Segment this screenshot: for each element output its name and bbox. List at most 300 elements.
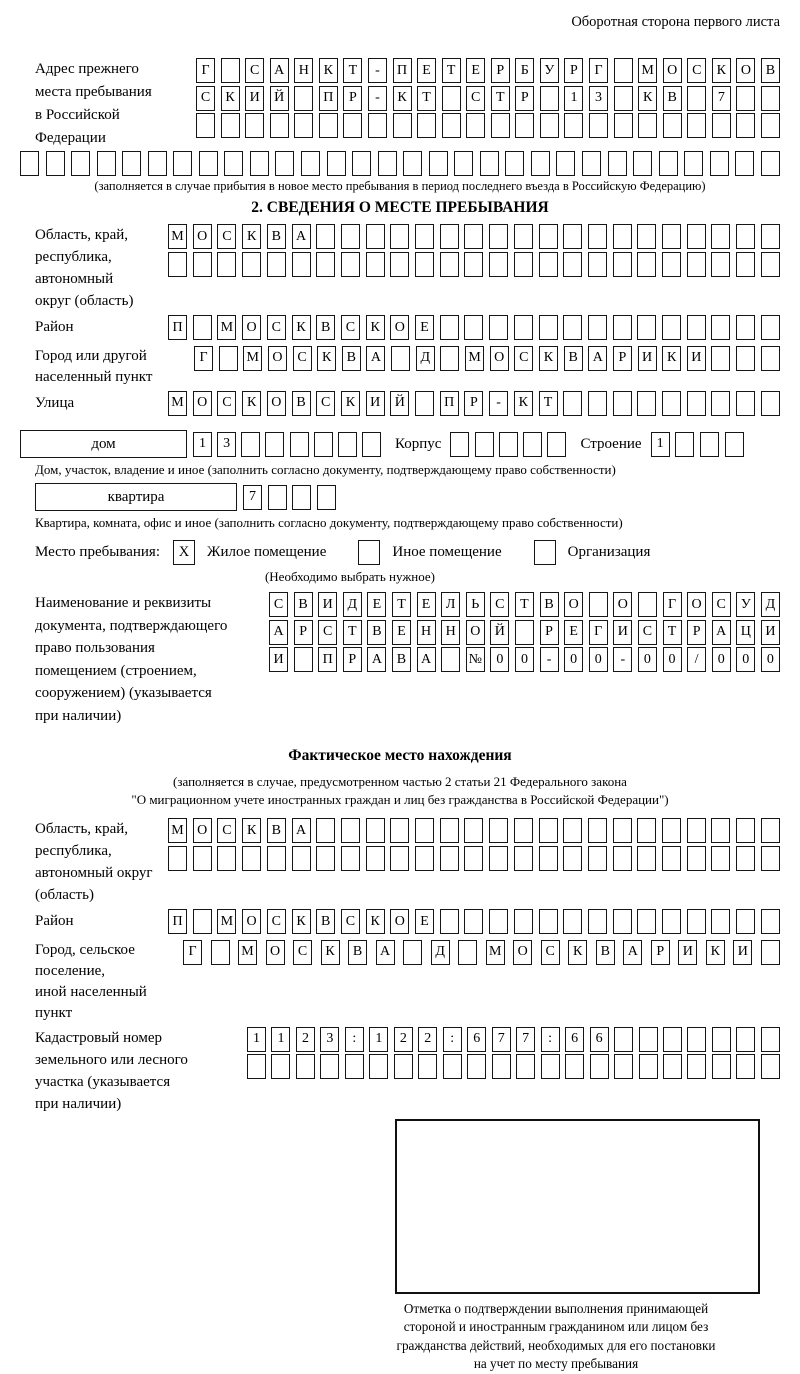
char-box[interactable]: - — [368, 86, 387, 111]
char-box[interactable]: А — [588, 346, 607, 371]
char-box[interactable]: К — [242, 818, 261, 843]
char-box[interactable] — [294, 113, 313, 138]
char-box[interactable]: Е — [564, 620, 583, 645]
char-box[interactable] — [614, 113, 633, 138]
char-box[interactable] — [514, 252, 533, 277]
char-box[interactable]: В — [316, 909, 335, 934]
char-box[interactable] — [663, 113, 682, 138]
char-box[interactable]: К — [514, 391, 533, 416]
char-box[interactable] — [294, 647, 313, 672]
char-box[interactable] — [711, 224, 730, 249]
char-box[interactable]: А — [367, 647, 386, 672]
char-box[interactable] — [514, 818, 533, 843]
char-box[interactable]: М — [217, 909, 236, 934]
char-box[interactable]: 1 — [271, 1027, 290, 1052]
char-box[interactable] — [563, 315, 582, 340]
char-box[interactable] — [341, 252, 360, 277]
char-box[interactable] — [662, 315, 681, 340]
char-box[interactable]: Д — [416, 346, 435, 371]
char-box[interactable] — [314, 432, 333, 457]
char-box[interactable] — [199, 151, 218, 176]
char-box[interactable] — [341, 846, 360, 871]
char-box[interactable] — [687, 1027, 706, 1052]
char-box[interactable]: Т — [392, 592, 411, 617]
char-box[interactable]: С — [316, 391, 335, 416]
char-box[interactable]: Д — [431, 940, 450, 965]
char-box[interactable]: 0 — [589, 647, 608, 672]
char-box[interactable] — [711, 818, 730, 843]
char-box[interactable] — [440, 252, 459, 277]
char-box[interactable]: Е — [417, 592, 436, 617]
char-box[interactable] — [663, 1027, 682, 1052]
char-box[interactable] — [217, 846, 236, 871]
char-box[interactable] — [687, 391, 706, 416]
char-box[interactable]: М — [486, 940, 505, 965]
char-box[interactable]: С — [217, 391, 236, 416]
char-box[interactable] — [638, 592, 657, 617]
char-box[interactable] — [440, 315, 459, 340]
char-box[interactable] — [761, 391, 780, 416]
char-box[interactable] — [301, 151, 320, 176]
char-box[interactable] — [687, 1054, 706, 1079]
char-box[interactable] — [589, 113, 608, 138]
char-box[interactable] — [196, 113, 215, 138]
char-box[interactable] — [540, 86, 559, 111]
char-box[interactable]: М — [238, 940, 257, 965]
char-box[interactable] — [450, 432, 469, 457]
char-box[interactable] — [464, 846, 483, 871]
char-box[interactable]: 1 — [651, 432, 670, 457]
char-box[interactable]: И — [269, 647, 288, 672]
char-box[interactable]: Р — [613, 346, 632, 371]
char-box[interactable]: С — [466, 86, 485, 111]
char-box[interactable] — [193, 846, 212, 871]
char-box[interactable]: О — [242, 909, 261, 934]
checkbox-inoe[interactable] — [358, 540, 380, 565]
char-box[interactable]: Ц — [736, 620, 755, 645]
char-box[interactable] — [613, 818, 632, 843]
char-box[interactable] — [735, 151, 754, 176]
char-box[interactable] — [193, 909, 212, 934]
char-box[interactable]: В — [348, 940, 367, 965]
char-box[interactable]: А — [376, 940, 395, 965]
char-box[interactable] — [345, 1054, 364, 1079]
char-box[interactable]: К — [242, 224, 261, 249]
char-box[interactable]: О — [613, 592, 632, 617]
char-box[interactable]: 0 — [761, 647, 780, 672]
char-box[interactable]: Р — [651, 940, 670, 965]
char-box[interactable] — [317, 485, 336, 510]
char-box[interactable] — [563, 909, 582, 934]
char-box[interactable]: № — [466, 647, 485, 672]
char-box[interactable] — [613, 391, 632, 416]
checkbox-organizatsiya[interactable] — [534, 540, 556, 565]
char-box[interactable]: О — [390, 315, 409, 340]
char-box[interactable]: 6 — [590, 1027, 609, 1052]
char-box[interactable] — [662, 391, 681, 416]
char-box[interactable] — [662, 909, 681, 934]
char-box[interactable] — [454, 151, 473, 176]
char-box[interactable] — [489, 315, 508, 340]
char-box[interactable] — [268, 485, 287, 510]
char-box[interactable] — [637, 252, 656, 277]
char-box[interactable] — [241, 432, 260, 457]
char-box[interactable]: Л — [441, 592, 460, 617]
char-box[interactable]: 7 — [712, 86, 731, 111]
char-box[interactable] — [442, 86, 461, 111]
char-box[interactable]: : — [345, 1027, 364, 1052]
char-box[interactable] — [122, 151, 141, 176]
char-box[interactable]: Т — [491, 86, 510, 111]
char-box[interactable]: О — [267, 391, 286, 416]
char-box[interactable] — [614, 58, 633, 83]
char-box[interactable] — [637, 909, 656, 934]
char-box[interactable]: Й — [390, 391, 409, 416]
char-box[interactable] — [319, 113, 338, 138]
char-box[interactable]: 3 — [589, 86, 608, 111]
char-box[interactable] — [221, 58, 240, 83]
char-box[interactable]: А — [623, 940, 642, 965]
char-box[interactable] — [378, 151, 397, 176]
char-box[interactable] — [725, 432, 744, 457]
char-box[interactable] — [316, 252, 335, 277]
char-box[interactable]: И — [318, 592, 337, 617]
char-box[interactable] — [687, 252, 706, 277]
char-box[interactable] — [588, 252, 607, 277]
char-box[interactable] — [663, 1054, 682, 1079]
char-box[interactable] — [415, 224, 434, 249]
char-box[interactable]: С — [341, 909, 360, 934]
char-box[interactable] — [296, 1054, 315, 1079]
char-box[interactable] — [247, 1054, 266, 1079]
char-box[interactable] — [637, 391, 656, 416]
char-box[interactable] — [394, 1054, 413, 1079]
char-box[interactable]: С — [267, 315, 286, 340]
char-box[interactable] — [193, 252, 212, 277]
checkbox-zhiloe[interactable]: X — [173, 540, 195, 565]
char-box[interactable]: В — [367, 620, 386, 645]
char-box[interactable]: С — [318, 620, 337, 645]
char-box[interactable]: В — [292, 391, 311, 416]
char-box[interactable]: Т — [663, 620, 682, 645]
char-box[interactable]: В — [342, 346, 361, 371]
char-box[interactable]: К — [292, 315, 311, 340]
char-box[interactable]: Г — [183, 940, 202, 965]
char-box[interactable]: И — [733, 940, 752, 965]
char-box[interactable]: И — [638, 346, 657, 371]
char-box[interactable] — [523, 432, 542, 457]
char-box[interactable]: : — [541, 1027, 560, 1052]
char-box[interactable] — [563, 391, 582, 416]
char-box[interactable] — [700, 432, 719, 457]
char-box[interactable] — [637, 224, 656, 249]
char-box[interactable] — [736, 315, 755, 340]
char-box[interactable]: К — [393, 86, 412, 111]
char-box[interactable] — [20, 151, 39, 176]
char-box[interactable]: В — [316, 315, 335, 340]
char-box[interactable]: С — [217, 224, 236, 249]
char-box[interactable] — [368, 113, 387, 138]
char-box[interactable]: Е — [392, 620, 411, 645]
char-box[interactable]: П — [393, 58, 412, 83]
char-box[interactable]: У — [736, 592, 755, 617]
char-box[interactable]: Р — [464, 391, 483, 416]
char-box[interactable]: О — [490, 346, 509, 371]
char-box[interactable] — [761, 151, 780, 176]
char-box[interactable] — [443, 1054, 462, 1079]
char-box[interactable] — [466, 113, 485, 138]
char-box[interactable]: С — [514, 346, 533, 371]
char-box[interactable] — [614, 1027, 633, 1052]
char-box[interactable] — [403, 151, 422, 176]
char-box[interactable]: Д — [343, 592, 362, 617]
char-box[interactable] — [458, 940, 477, 965]
char-box[interactable] — [614, 1054, 633, 1079]
char-box[interactable] — [440, 818, 459, 843]
char-box[interactable]: Н — [441, 620, 460, 645]
char-box[interactable] — [590, 1054, 609, 1079]
char-box[interactable]: И — [687, 346, 706, 371]
char-box[interactable]: М — [243, 346, 262, 371]
char-box[interactable]: 2 — [418, 1027, 437, 1052]
char-box[interactable]: Р — [294, 620, 313, 645]
char-box[interactable] — [71, 151, 90, 176]
char-box[interactable] — [415, 846, 434, 871]
char-box[interactable]: Й — [490, 620, 509, 645]
char-box[interactable] — [294, 86, 313, 111]
char-box[interactable] — [736, 1027, 755, 1052]
char-box[interactable]: Г — [663, 592, 682, 617]
char-box[interactable] — [736, 252, 755, 277]
char-box[interactable]: 0 — [564, 647, 583, 672]
char-box[interactable] — [464, 909, 483, 934]
char-box[interactable] — [242, 252, 261, 277]
char-box[interactable]: П — [168, 909, 187, 934]
char-box[interactable]: В — [267, 224, 286, 249]
char-box[interactable] — [736, 346, 755, 371]
char-box[interactable] — [168, 846, 187, 871]
char-box[interactable] — [588, 224, 607, 249]
char-box[interactable] — [761, 252, 780, 277]
char-box[interactable] — [440, 909, 459, 934]
char-box[interactable]: 1 — [564, 86, 583, 111]
char-box[interactable] — [613, 846, 632, 871]
char-box[interactable] — [563, 846, 582, 871]
char-box[interactable]: С — [687, 58, 706, 83]
char-box[interactable] — [341, 818, 360, 843]
char-box[interactable]: 2 — [296, 1027, 315, 1052]
char-box[interactable] — [464, 315, 483, 340]
char-box[interactable] — [710, 151, 729, 176]
char-box[interactable]: К — [292, 909, 311, 934]
char-box[interactable]: В — [663, 86, 682, 111]
char-box[interactable]: П — [319, 86, 338, 111]
char-box[interactable] — [514, 909, 533, 934]
char-box[interactable]: К — [712, 58, 731, 83]
char-box[interactable] — [515, 620, 534, 645]
char-box[interactable]: О — [513, 940, 532, 965]
char-box[interactable] — [267, 252, 286, 277]
char-box[interactable] — [761, 1027, 780, 1052]
char-box[interactable]: Р — [343, 86, 362, 111]
char-box[interactable] — [242, 846, 261, 871]
char-box[interactable]: Б — [515, 58, 534, 83]
char-box[interactable] — [687, 846, 706, 871]
char-box[interactable]: В — [294, 592, 313, 617]
char-box[interactable] — [341, 224, 360, 249]
char-box[interactable] — [712, 113, 731, 138]
char-box[interactable] — [687, 113, 706, 138]
char-box[interactable]: Т — [442, 58, 461, 83]
char-box[interactable] — [390, 818, 409, 843]
char-box[interactable]: 7 — [492, 1027, 511, 1052]
char-box[interactable] — [168, 252, 187, 277]
char-box[interactable]: Н — [294, 58, 313, 83]
char-box[interactable]: А — [270, 58, 289, 83]
char-box[interactable]: Р — [343, 647, 362, 672]
char-box[interactable] — [499, 432, 518, 457]
char-box[interactable] — [539, 252, 558, 277]
char-box[interactable] — [588, 846, 607, 871]
char-box[interactable] — [97, 151, 116, 176]
char-box[interactable] — [366, 224, 385, 249]
char-box[interactable] — [761, 909, 780, 934]
char-box[interactable] — [712, 1027, 731, 1052]
char-box[interactable] — [516, 1054, 535, 1079]
char-box[interactable]: 0 — [515, 647, 534, 672]
char-box[interactable]: В — [564, 346, 583, 371]
char-box[interactable]: О — [736, 58, 755, 83]
char-box[interactable]: Г — [589, 58, 608, 83]
char-box[interactable]: А — [269, 620, 288, 645]
char-box[interactable] — [633, 151, 652, 176]
char-box[interactable]: : — [443, 1027, 462, 1052]
char-box[interactable]: Г — [196, 58, 215, 83]
char-box[interactable] — [639, 1054, 658, 1079]
char-box[interactable]: 0 — [663, 647, 682, 672]
char-box[interactable] — [563, 252, 582, 277]
char-box[interactable]: К — [366, 315, 385, 340]
char-box[interactable]: Т — [515, 592, 534, 617]
char-box[interactable] — [556, 151, 575, 176]
char-box[interactable] — [761, 818, 780, 843]
char-box[interactable] — [736, 86, 755, 111]
char-box[interactable]: 1 — [193, 432, 212, 457]
char-box[interactable]: - — [489, 391, 508, 416]
char-box[interactable]: М — [638, 58, 657, 83]
char-box[interactable] — [736, 818, 755, 843]
char-box[interactable] — [265, 432, 284, 457]
char-box[interactable] — [173, 151, 192, 176]
char-box[interactable]: А — [292, 224, 311, 249]
char-box[interactable]: И — [678, 940, 697, 965]
char-box[interactable] — [362, 432, 381, 457]
char-box[interactable] — [608, 151, 627, 176]
char-box[interactable] — [711, 909, 730, 934]
char-box[interactable] — [547, 432, 566, 457]
char-box[interactable]: С — [341, 315, 360, 340]
char-box[interactable] — [540, 113, 559, 138]
char-box[interactable] — [761, 315, 780, 340]
char-box[interactable]: М — [168, 224, 187, 249]
char-box[interactable] — [148, 151, 167, 176]
char-box[interactable] — [539, 846, 558, 871]
char-box[interactable]: 1 — [369, 1027, 388, 1052]
char-box[interactable] — [662, 252, 681, 277]
char-box[interactable]: С — [196, 86, 215, 111]
char-box[interactable] — [415, 252, 434, 277]
char-box[interactable] — [589, 592, 608, 617]
char-box[interactable]: - — [613, 647, 632, 672]
char-box[interactable] — [316, 224, 335, 249]
char-box[interactable] — [613, 224, 632, 249]
char-box[interactable] — [761, 940, 780, 965]
char-box[interactable] — [712, 1054, 731, 1079]
char-box[interactable] — [224, 151, 243, 176]
char-box[interactable] — [736, 1054, 755, 1079]
char-box[interactable] — [563, 224, 582, 249]
char-box[interactable] — [441, 647, 460, 672]
char-box[interactable] — [464, 224, 483, 249]
char-box[interactable]: / — [687, 647, 706, 672]
char-box[interactable] — [464, 818, 483, 843]
char-box[interactable]: М — [168, 818, 187, 843]
char-box[interactable]: С — [490, 592, 509, 617]
char-box[interactable] — [736, 113, 755, 138]
char-box[interactable] — [662, 224, 681, 249]
char-box[interactable] — [564, 113, 583, 138]
char-box[interactable] — [613, 252, 632, 277]
char-box[interactable] — [711, 315, 730, 340]
char-box[interactable] — [637, 818, 656, 843]
char-box[interactable]: 0 — [638, 647, 657, 672]
char-box[interactable]: 6 — [565, 1027, 584, 1052]
char-box[interactable]: В — [540, 592, 559, 617]
char-box[interactable] — [429, 151, 448, 176]
char-box[interactable]: К — [221, 86, 240, 111]
char-box[interactable]: И — [613, 620, 632, 645]
char-box[interactable] — [637, 846, 656, 871]
char-box[interactable]: А — [417, 647, 436, 672]
char-box[interactable] — [275, 151, 294, 176]
char-box[interactable]: 2 — [394, 1027, 413, 1052]
char-box[interactable] — [390, 252, 409, 277]
char-box[interactable]: 0 — [712, 647, 731, 672]
char-box[interactable] — [492, 1054, 511, 1079]
char-box[interactable] — [327, 151, 346, 176]
char-box[interactable]: Р — [515, 86, 534, 111]
char-box[interactable] — [418, 1054, 437, 1079]
char-box[interactable] — [761, 113, 780, 138]
char-box[interactable]: О — [193, 224, 212, 249]
char-box[interactable] — [464, 252, 483, 277]
char-box[interactable]: 1 — [247, 1027, 266, 1052]
char-box[interactable] — [614, 86, 633, 111]
char-box[interactable] — [736, 846, 755, 871]
char-box[interactable]: А — [292, 818, 311, 843]
char-box[interactable] — [219, 346, 238, 371]
char-box[interactable]: Й — [270, 86, 289, 111]
char-box[interactable]: 3 — [217, 432, 236, 457]
char-box[interactable]: Е — [417, 58, 436, 83]
char-box[interactable]: Р — [540, 620, 559, 645]
char-box[interactable]: Т — [343, 620, 362, 645]
char-box[interactable]: О — [268, 346, 287, 371]
char-box[interactable] — [415, 818, 434, 843]
char-box[interactable]: О — [466, 620, 485, 645]
char-box[interactable]: Г — [589, 620, 608, 645]
char-box[interactable] — [662, 818, 681, 843]
